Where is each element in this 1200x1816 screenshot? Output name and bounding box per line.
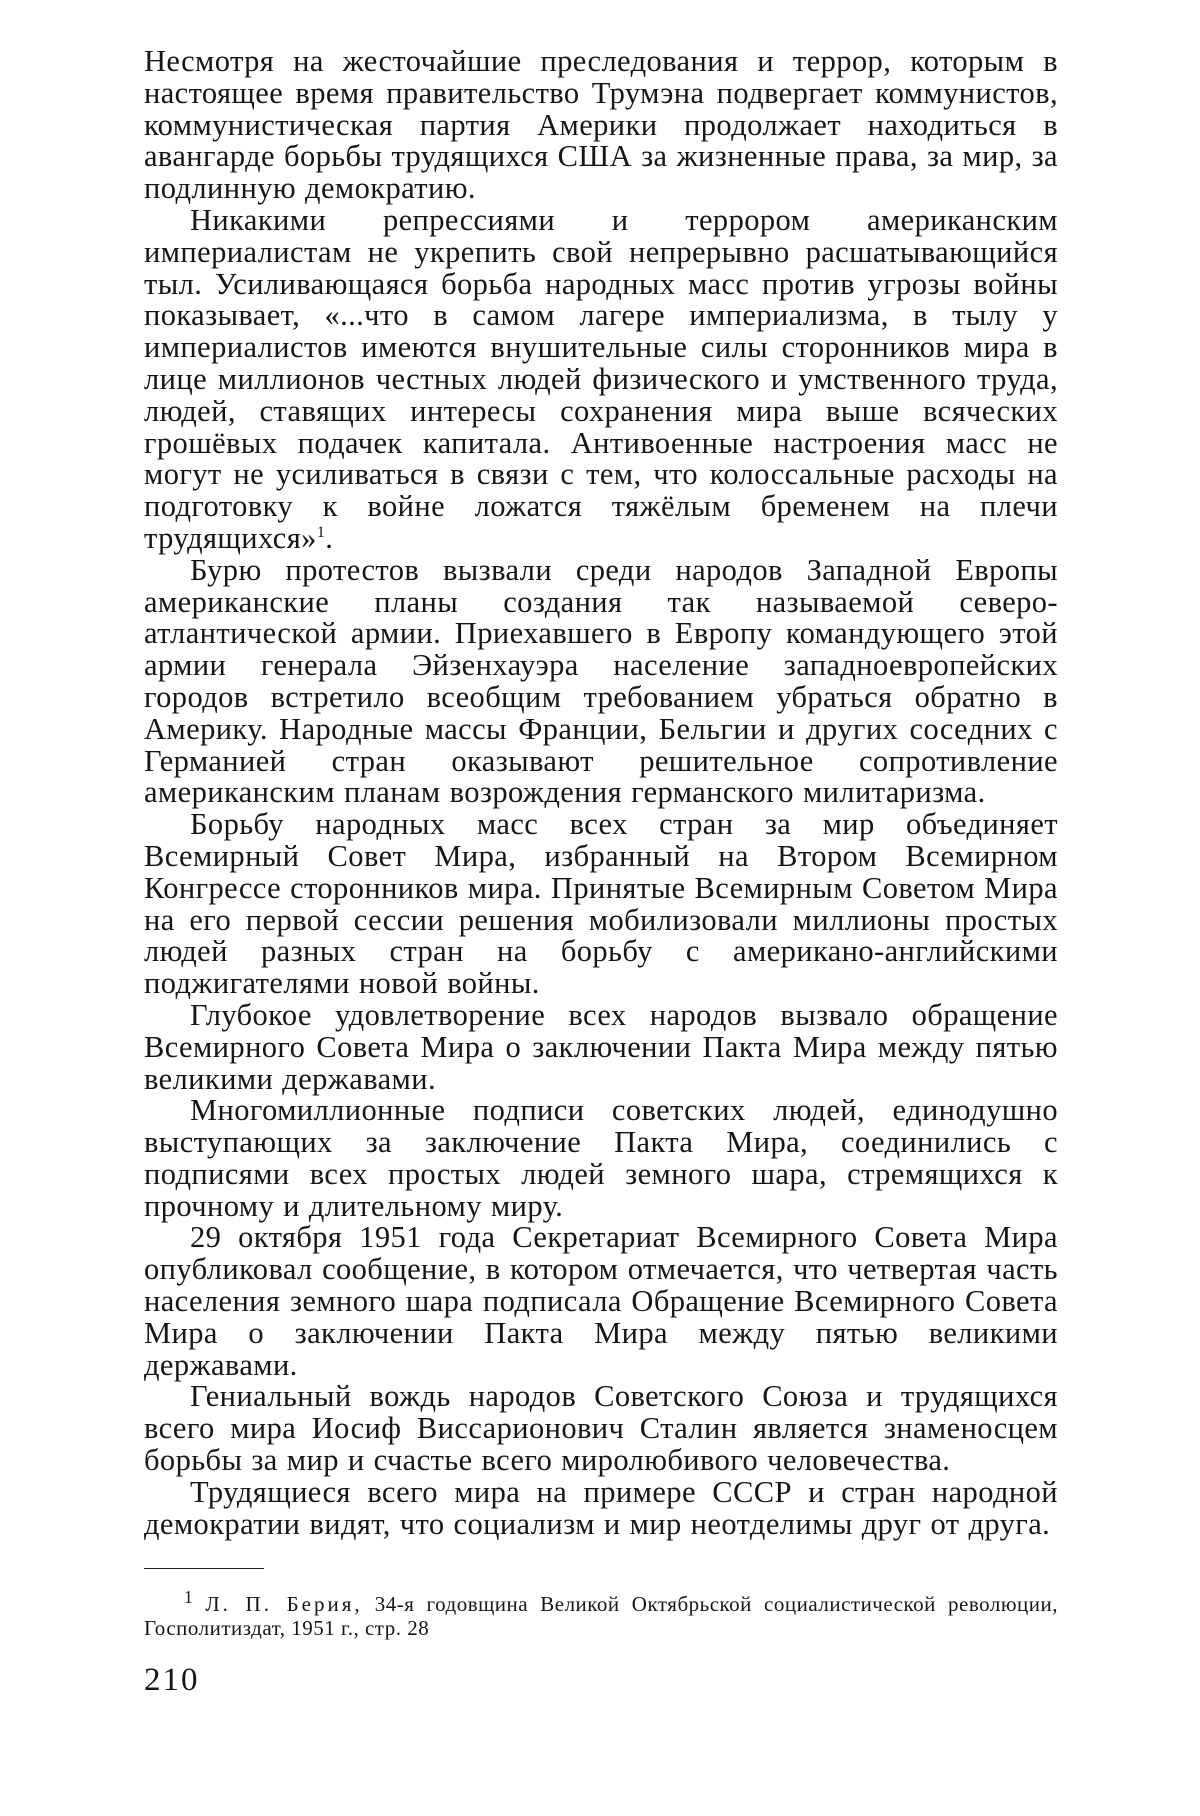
paragraph-2-end: . (325, 520, 334, 555)
page-number: 210 (144, 1662, 200, 1699)
paragraph-8: Гениальный вождь народов Советского Союза и трудящихся всего мира Иосиф Виссарионович Сталин является знаменосцем борьбы за мир и счастье всего миролюбивого человечества. (144, 1379, 1058, 1478)
paragraph-1: Несмотря на жесточайшие преследования и террор, которым в настоящее время правительство Трумэна подвергает коммунистов, коммунистическая партия Америки продолжает находиться в авангарде борьбы трудящихся США за жизненные права, за мир, за подлинную демократию. (144, 44, 1058, 206)
paragraph-5: Глубокое удовлетворение всех народов вызвало обращение Всемирного Совета Мира о заключении Пакта Мира между пятью великими державами. (144, 997, 1058, 1096)
paragraph-4: Борьбу народных масс всех стран за мир объединяет Всемирный Совет Мира, избранный на Втором Всемирном Конгрессе сторонников мира. Принятые Всемирным Советом Мира на его первой сессии решения мобилизовали миллионы простых людей разных стран на борьбу с американо-английскими поджигателями новой войны. (144, 807, 1058, 1001)
paragraph-2 (144, 202, 1058, 555)
footnote-text: 34-я годовщина Великой Октябрьской социалистической революции, Госполитиздат, 1951 г., стр. 28 (144, 1592, 1058, 1641)
paragraph-2-text: Никакими репрессиями и террором американским империалистам не укрепить свой непрерывно расшатывающийся тыл. Усиливающаяся борьба народных масс против угрозы войны показывает, «...что в самом лагере империализма, в тылу у империалистов имеются внушительные силы сторонников мира в лице миллионов честных людей физического и умственного труда, людей, ставящих интересы сохранения мира выше всяческих грошёвых подачек капитала. Антивоенные настроения масс не могут не усиливаться в связи с тем, что колоссальные расходы на подготовку к войне ложатся тяжёлым бременем на плечи трудящихся» (144, 202, 1058, 555)
footnote-marker: 1 (184, 1587, 194, 1608)
footnote (144, 1585, 1058, 1640)
footnote-author: Л. П. Берия, (205, 1592, 363, 1617)
paragraph-7: 29 октября 1951 года Секретариат Всемирного Совета Мира опубликовал сообщение, в котором отмечается, что четвертая часть населения земного шара подписала Обращение Всемирного Совета Мира о заключении Пакта Мира между пятью великими державами. (144, 1220, 1058, 1382)
footnote-divider (144, 1568, 264, 1569)
document-page (144, 46, 1058, 1786)
paragraph-3: Бурю протестов вызвали среди народов Западной Европы американские планы создания так называемой северо-атлантической армии. Приехавшего в Европу командующего этой армии генерала Эйзенхауэра население западноевропейских городов встретило всеобщим требованием убраться обратно в Америку. Народные массы Франции, Бельгии и других соседних с Германией стран оказывают решительное сопротивление американским планам возрождения германского милитаризма. (144, 552, 1058, 810)
paragraph-6: Многомиллионные подписи советских людей, единодушно выступающих за заключение Пакта Мира, соединились с подписями всех простых людей земного шара, стремящихся к прочному и длительному миру. (144, 1093, 1058, 1223)
footnote-reference: 1 (316, 523, 326, 541)
body-text (144, 46, 1058, 1540)
paragraph-9: Трудящиеся всего мира на примере СССР и стран народной демократии видят, что социализм и мир неотделимы друг от друга. (144, 1474, 1058, 1541)
